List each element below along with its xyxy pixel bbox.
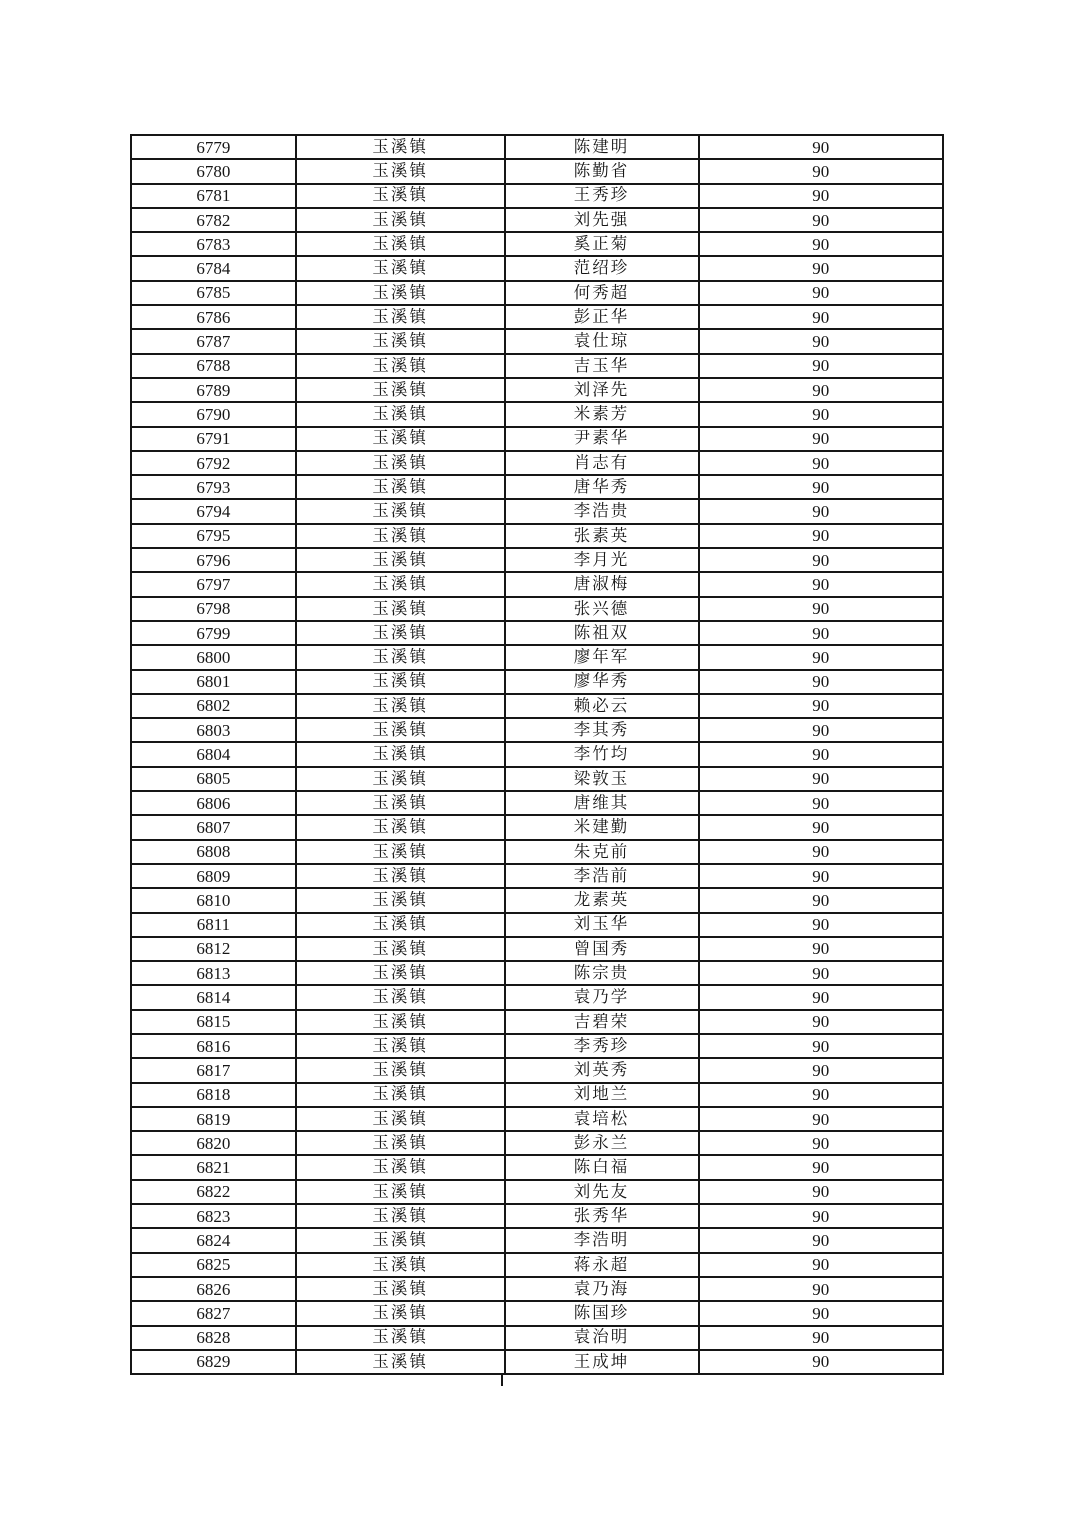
name-cell: 米素芳 bbox=[505, 402, 699, 426]
score-cell: 90 bbox=[699, 840, 943, 864]
town-cell: 玉溪镇 bbox=[296, 475, 505, 499]
town-cell: 玉溪镇 bbox=[296, 135, 505, 159]
serial-number-cell: 6823 bbox=[131, 1204, 296, 1228]
name-cell: 李秀珍 bbox=[505, 1034, 699, 1058]
table-row bbox=[131, 1131, 943, 1155]
table-row bbox=[131, 621, 943, 645]
serial-number-cell: 6794 bbox=[131, 499, 296, 523]
town-cell: 玉溪镇 bbox=[296, 1034, 505, 1058]
name-cell: 李浩贵 bbox=[505, 499, 699, 523]
name-cell: 唐华秀 bbox=[505, 475, 699, 499]
town-cell: 玉溪镇 bbox=[296, 1107, 505, 1131]
score-cell: 90 bbox=[699, 1058, 943, 1082]
serial-number-cell: 6796 bbox=[131, 548, 296, 572]
town-cell: 玉溪镇 bbox=[296, 1131, 505, 1155]
score-cell: 90 bbox=[699, 1277, 943, 1301]
town-cell: 玉溪镇 bbox=[296, 208, 505, 232]
score-cell: 90 bbox=[699, 1350, 943, 1374]
score-cell: 90 bbox=[699, 742, 943, 766]
town-cell: 玉溪镇 bbox=[296, 1350, 505, 1374]
table-row bbox=[131, 718, 943, 742]
name-cell: 曾国秀 bbox=[505, 937, 699, 961]
serial-number-cell: 6788 bbox=[131, 354, 296, 378]
serial-number-cell: 6829 bbox=[131, 1350, 296, 1374]
serial-number-cell: 6817 bbox=[131, 1058, 296, 1082]
table-row bbox=[131, 1204, 943, 1228]
score-cell: 90 bbox=[699, 888, 943, 912]
name-cell: 李其秀 bbox=[505, 718, 699, 742]
table-row bbox=[131, 1277, 943, 1301]
name-cell: 陈白福 bbox=[505, 1155, 699, 1179]
table-row bbox=[131, 1083, 943, 1107]
score-cell: 90 bbox=[699, 1253, 943, 1277]
table-row bbox=[131, 1180, 943, 1204]
serial-number-cell: 6808 bbox=[131, 840, 296, 864]
name-cell: 廖华秀 bbox=[505, 670, 699, 694]
town-cell: 玉溪镇 bbox=[296, 767, 505, 791]
town-cell: 玉溪镇 bbox=[296, 1058, 505, 1082]
serial-number-cell: 6803 bbox=[131, 718, 296, 742]
name-cell: 刘泽先 bbox=[505, 378, 699, 402]
name-cell: 陈勤省 bbox=[505, 159, 699, 183]
serial-number-cell: 6816 bbox=[131, 1034, 296, 1058]
table-row bbox=[131, 670, 943, 694]
table-row bbox=[131, 1301, 943, 1325]
serial-number-cell: 6807 bbox=[131, 815, 296, 839]
table-row bbox=[131, 572, 943, 596]
serial-number-cell: 6780 bbox=[131, 159, 296, 183]
table-row bbox=[131, 742, 943, 766]
serial-number-cell: 6784 bbox=[131, 256, 296, 280]
serial-number-cell: 6799 bbox=[131, 621, 296, 645]
town-cell: 玉溪镇 bbox=[296, 694, 505, 718]
serial-number-cell: 6793 bbox=[131, 475, 296, 499]
table-row bbox=[131, 985, 943, 1009]
table-row bbox=[131, 888, 943, 912]
serial-number-cell: 6804 bbox=[131, 742, 296, 766]
score-cell: 90 bbox=[699, 329, 943, 353]
table-row bbox=[131, 815, 943, 839]
score-cell: 90 bbox=[699, 427, 943, 451]
table-row bbox=[131, 184, 943, 208]
name-cell: 肖志有 bbox=[505, 451, 699, 475]
table-row bbox=[131, 305, 943, 329]
town-cell: 玉溪镇 bbox=[296, 1180, 505, 1204]
serial-number-cell: 6786 bbox=[131, 305, 296, 329]
table-row bbox=[131, 791, 943, 815]
serial-number-cell: 6819 bbox=[131, 1107, 296, 1131]
serial-number-cell: 6821 bbox=[131, 1155, 296, 1179]
serial-number-cell: 6824 bbox=[131, 1228, 296, 1252]
score-cell: 90 bbox=[699, 1228, 943, 1252]
serial-number-cell: 6818 bbox=[131, 1083, 296, 1107]
score-cell: 90 bbox=[699, 208, 943, 232]
town-cell: 玉溪镇 bbox=[296, 718, 505, 742]
name-cell: 王秀珍 bbox=[505, 184, 699, 208]
name-cell: 张兴德 bbox=[505, 597, 699, 621]
serial-number-cell: 6809 bbox=[131, 864, 296, 888]
serial-number-cell: 6802 bbox=[131, 694, 296, 718]
score-cell: 90 bbox=[699, 354, 943, 378]
table-body bbox=[131, 135, 943, 1374]
name-cell: 奚正菊 bbox=[505, 232, 699, 256]
score-cell: 90 bbox=[699, 256, 943, 280]
table-row bbox=[131, 597, 943, 621]
score-cell: 90 bbox=[699, 1155, 943, 1179]
serial-number-cell: 6825 bbox=[131, 1253, 296, 1277]
serial-number-cell: 6795 bbox=[131, 524, 296, 548]
name-cell: 袁仕琼 bbox=[505, 329, 699, 353]
town-cell: 玉溪镇 bbox=[296, 1253, 505, 1277]
town-cell: 玉溪镇 bbox=[296, 354, 505, 378]
table-continuation-line bbox=[501, 1375, 503, 1386]
town-cell: 玉溪镇 bbox=[296, 645, 505, 669]
serial-number-cell: 6820 bbox=[131, 1131, 296, 1155]
name-cell: 陈祖双 bbox=[505, 621, 699, 645]
table-row bbox=[131, 208, 943, 232]
serial-number-cell: 6781 bbox=[131, 184, 296, 208]
score-cell: 90 bbox=[699, 815, 943, 839]
town-cell: 玉溪镇 bbox=[296, 256, 505, 280]
score-cell: 90 bbox=[699, 767, 943, 791]
table-row bbox=[131, 475, 943, 499]
serial-number-cell: 6822 bbox=[131, 1180, 296, 1204]
town-cell: 玉溪镇 bbox=[296, 1326, 505, 1350]
serial-number-cell: 6789 bbox=[131, 378, 296, 402]
town-cell: 玉溪镇 bbox=[296, 184, 505, 208]
name-cell: 刘玉华 bbox=[505, 913, 699, 937]
town-cell: 玉溪镇 bbox=[296, 548, 505, 572]
serial-number-cell: 6797 bbox=[131, 572, 296, 596]
score-cell: 90 bbox=[699, 281, 943, 305]
name-cell: 赖必云 bbox=[505, 694, 699, 718]
table-row bbox=[131, 1010, 943, 1034]
town-cell: 玉溪镇 bbox=[296, 499, 505, 523]
town-cell: 玉溪镇 bbox=[296, 1010, 505, 1034]
serial-number-cell: 6826 bbox=[131, 1277, 296, 1301]
town-cell: 玉溪镇 bbox=[296, 402, 505, 426]
town-cell: 玉溪镇 bbox=[296, 305, 505, 329]
score-cell: 90 bbox=[699, 499, 943, 523]
table-row bbox=[131, 1107, 943, 1131]
serial-number-cell: 6812 bbox=[131, 937, 296, 961]
score-cell: 90 bbox=[699, 961, 943, 985]
town-cell: 玉溪镇 bbox=[296, 815, 505, 839]
table-row bbox=[131, 354, 943, 378]
town-cell: 玉溪镇 bbox=[296, 1277, 505, 1301]
score-cell: 90 bbox=[699, 159, 943, 183]
table-row bbox=[131, 1228, 943, 1252]
name-cell: 陈建明 bbox=[505, 135, 699, 159]
serial-number-cell: 6782 bbox=[131, 208, 296, 232]
score-cell: 90 bbox=[699, 1180, 943, 1204]
score-cell: 90 bbox=[699, 1326, 943, 1350]
table-row bbox=[131, 427, 943, 451]
score-cell: 90 bbox=[699, 1131, 943, 1155]
name-cell: 吉碧荣 bbox=[505, 1010, 699, 1034]
score-cell: 90 bbox=[699, 1301, 943, 1325]
town-cell: 玉溪镇 bbox=[296, 961, 505, 985]
table-row bbox=[131, 402, 943, 426]
table-row bbox=[131, 281, 943, 305]
town-cell: 玉溪镇 bbox=[296, 524, 505, 548]
town-cell: 玉溪镇 bbox=[296, 232, 505, 256]
table-row bbox=[131, 256, 943, 280]
name-cell: 李月光 bbox=[505, 548, 699, 572]
score-cell: 90 bbox=[699, 524, 943, 548]
roster-table bbox=[130, 134, 944, 1375]
town-cell: 玉溪镇 bbox=[296, 985, 505, 1009]
serial-number-cell: 6827 bbox=[131, 1301, 296, 1325]
table-row bbox=[131, 135, 943, 159]
name-cell: 龙素英 bbox=[505, 888, 699, 912]
score-cell: 90 bbox=[699, 937, 943, 961]
serial-number-cell: 6810 bbox=[131, 888, 296, 912]
name-cell: 尹素华 bbox=[505, 427, 699, 451]
town-cell: 玉溪镇 bbox=[296, 1301, 505, 1325]
score-cell: 90 bbox=[699, 1034, 943, 1058]
town-cell: 玉溪镇 bbox=[296, 670, 505, 694]
town-cell: 玉溪镇 bbox=[296, 937, 505, 961]
score-cell: 90 bbox=[699, 621, 943, 645]
name-cell: 刘先强 bbox=[505, 208, 699, 232]
score-cell: 90 bbox=[699, 572, 943, 596]
score-cell: 90 bbox=[699, 548, 943, 572]
town-cell: 玉溪镇 bbox=[296, 888, 505, 912]
score-cell: 90 bbox=[699, 184, 943, 208]
name-cell: 唐维其 bbox=[505, 791, 699, 815]
score-cell: 90 bbox=[699, 1010, 943, 1034]
name-cell: 袁乃海 bbox=[505, 1277, 699, 1301]
town-cell: 玉溪镇 bbox=[296, 281, 505, 305]
name-cell: 刘地兰 bbox=[505, 1083, 699, 1107]
score-cell: 90 bbox=[699, 645, 943, 669]
score-cell: 90 bbox=[699, 864, 943, 888]
name-cell: 张素英 bbox=[505, 524, 699, 548]
table-row bbox=[131, 1350, 943, 1374]
score-cell: 90 bbox=[699, 913, 943, 937]
score-cell: 90 bbox=[699, 1204, 943, 1228]
town-cell: 玉溪镇 bbox=[296, 791, 505, 815]
town-cell: 玉溪镇 bbox=[296, 1083, 505, 1107]
name-cell: 袁培松 bbox=[505, 1107, 699, 1131]
serial-number-cell: 6814 bbox=[131, 985, 296, 1009]
score-cell: 90 bbox=[699, 378, 943, 402]
score-cell: 90 bbox=[699, 694, 943, 718]
score-cell: 90 bbox=[699, 597, 943, 621]
town-cell: 玉溪镇 bbox=[296, 913, 505, 937]
table-row bbox=[131, 499, 943, 523]
table-row bbox=[131, 159, 943, 183]
serial-number-cell: 6792 bbox=[131, 451, 296, 475]
table-row bbox=[131, 548, 943, 572]
serial-number-cell: 6805 bbox=[131, 767, 296, 791]
town-cell: 玉溪镇 bbox=[296, 742, 505, 766]
score-cell: 90 bbox=[699, 402, 943, 426]
table-row bbox=[131, 961, 943, 985]
serial-number-cell: 6791 bbox=[131, 427, 296, 451]
name-cell: 米建勤 bbox=[505, 815, 699, 839]
town-cell: 玉溪镇 bbox=[296, 840, 505, 864]
serial-number-cell: 6787 bbox=[131, 329, 296, 353]
score-cell: 90 bbox=[699, 232, 943, 256]
score-cell: 90 bbox=[699, 305, 943, 329]
town-cell: 玉溪镇 bbox=[296, 864, 505, 888]
table-row bbox=[131, 1058, 943, 1082]
table-row bbox=[131, 937, 943, 961]
serial-number-cell: 6798 bbox=[131, 597, 296, 621]
town-cell: 玉溪镇 bbox=[296, 1155, 505, 1179]
town-cell: 玉溪镇 bbox=[296, 451, 505, 475]
score-cell: 90 bbox=[699, 670, 943, 694]
name-cell: 刘英秀 bbox=[505, 1058, 699, 1082]
town-cell: 玉溪镇 bbox=[296, 427, 505, 451]
score-cell: 90 bbox=[699, 475, 943, 499]
name-cell: 陈国珍 bbox=[505, 1301, 699, 1325]
town-cell: 玉溪镇 bbox=[296, 597, 505, 621]
town-cell: 玉溪镇 bbox=[296, 1228, 505, 1252]
serial-number-cell: 6783 bbox=[131, 232, 296, 256]
name-cell: 吉玉华 bbox=[505, 354, 699, 378]
name-cell: 何秀超 bbox=[505, 281, 699, 305]
name-cell: 彭正华 bbox=[505, 305, 699, 329]
serial-number-cell: 6801 bbox=[131, 670, 296, 694]
serial-number-cell: 6790 bbox=[131, 402, 296, 426]
score-cell: 90 bbox=[699, 791, 943, 815]
name-cell: 袁治明 bbox=[505, 1326, 699, 1350]
name-cell: 李浩明 bbox=[505, 1228, 699, 1252]
name-cell: 李竹均 bbox=[505, 742, 699, 766]
name-cell: 刘先友 bbox=[505, 1180, 699, 1204]
table-row bbox=[131, 767, 943, 791]
score-cell: 90 bbox=[699, 451, 943, 475]
serial-number-cell: 6800 bbox=[131, 645, 296, 669]
table-row bbox=[131, 1155, 943, 1179]
table-row bbox=[131, 913, 943, 937]
score-cell: 90 bbox=[699, 985, 943, 1009]
name-cell: 彭永兰 bbox=[505, 1131, 699, 1155]
table-row bbox=[131, 329, 943, 353]
table-row bbox=[131, 864, 943, 888]
name-cell: 唐淑梅 bbox=[505, 572, 699, 596]
serial-number-cell: 6806 bbox=[131, 791, 296, 815]
serial-number-cell: 6828 bbox=[131, 1326, 296, 1350]
town-cell: 玉溪镇 bbox=[296, 159, 505, 183]
serial-number-cell: 6815 bbox=[131, 1010, 296, 1034]
town-cell: 玉溪镇 bbox=[296, 621, 505, 645]
score-cell: 90 bbox=[699, 135, 943, 159]
name-cell: 范绍珍 bbox=[505, 256, 699, 280]
table-row bbox=[131, 451, 943, 475]
town-cell: 玉溪镇 bbox=[296, 329, 505, 353]
name-cell: 王成坤 bbox=[505, 1350, 699, 1374]
table-row bbox=[131, 1034, 943, 1058]
score-cell: 90 bbox=[699, 1107, 943, 1131]
town-cell: 玉溪镇 bbox=[296, 378, 505, 402]
name-cell: 张秀华 bbox=[505, 1204, 699, 1228]
table-row bbox=[131, 232, 943, 256]
name-cell: 李浩前 bbox=[505, 864, 699, 888]
name-cell: 梁敦玉 bbox=[505, 767, 699, 791]
name-cell: 朱克前 bbox=[505, 840, 699, 864]
town-cell: 玉溪镇 bbox=[296, 572, 505, 596]
table-row bbox=[131, 1326, 943, 1350]
table-row bbox=[131, 524, 943, 548]
score-cell: 90 bbox=[699, 718, 943, 742]
table-row bbox=[131, 1253, 943, 1277]
name-cell: 袁乃学 bbox=[505, 985, 699, 1009]
serial-number-cell: 6785 bbox=[131, 281, 296, 305]
table-row bbox=[131, 645, 943, 669]
score-cell: 90 bbox=[699, 1083, 943, 1107]
table-row bbox=[131, 378, 943, 402]
serial-number-cell: 6779 bbox=[131, 135, 296, 159]
serial-number-cell: 6811 bbox=[131, 913, 296, 937]
name-cell: 廖年军 bbox=[505, 645, 699, 669]
table-row bbox=[131, 840, 943, 864]
name-cell: 陈宗贵 bbox=[505, 961, 699, 985]
town-cell: 玉溪镇 bbox=[296, 1204, 505, 1228]
table-row bbox=[131, 694, 943, 718]
name-cell: 蒋永超 bbox=[505, 1253, 699, 1277]
serial-number-cell: 6813 bbox=[131, 961, 296, 985]
